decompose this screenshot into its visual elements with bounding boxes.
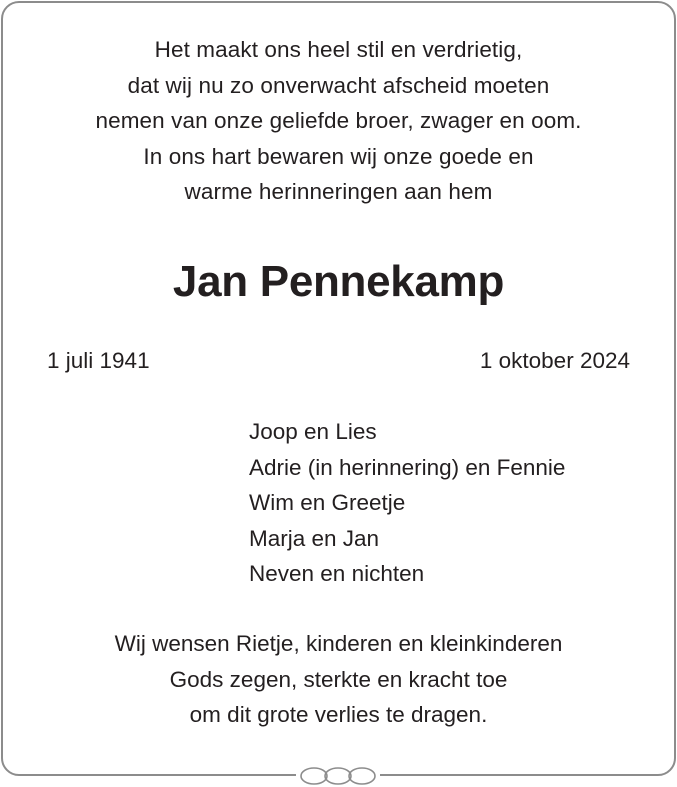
intro-text [0,32,677,210]
ornament-icon [296,764,380,787]
closing-line: Gods zegen, sterkte en kracht toe [169,666,508,692]
relative-entry: Wim en Greetje [249,490,406,515]
death-date: 1 oktober 2024 [479,348,630,373]
relative-entry: Joop en Lies [249,419,377,444]
relative-entry: Marja en Jan [249,525,380,551]
relatives-list [249,414,565,592]
intro-line: In ons hart bewaren wij onze goede en [143,143,534,169]
deceased-name: Jan Pennekamp [172,257,505,306]
relative-entry: Neven en nichten [249,561,425,586]
intro-line: nemen van onze geliefde broer, zwager en oom. [95,108,582,133]
relative-entry: Adrie (in herinnering) en Fennie [249,454,566,480]
closing-text [0,626,677,733]
closing-line: om dit grote verlies te dragen. [189,702,488,727]
closing-line: Wij wensen Rietje, kinderen en kleinkinderen [114,631,563,656]
birth-date: 1 juli 1941 [47,348,150,373]
intro-line: Het maakt ons heel stil en verdrietig, [154,37,523,62]
intro-line: dat wij nu zo onverwacht afscheid moeten [127,72,550,98]
intro-line: warme herinneringen aan hem [184,179,493,204]
